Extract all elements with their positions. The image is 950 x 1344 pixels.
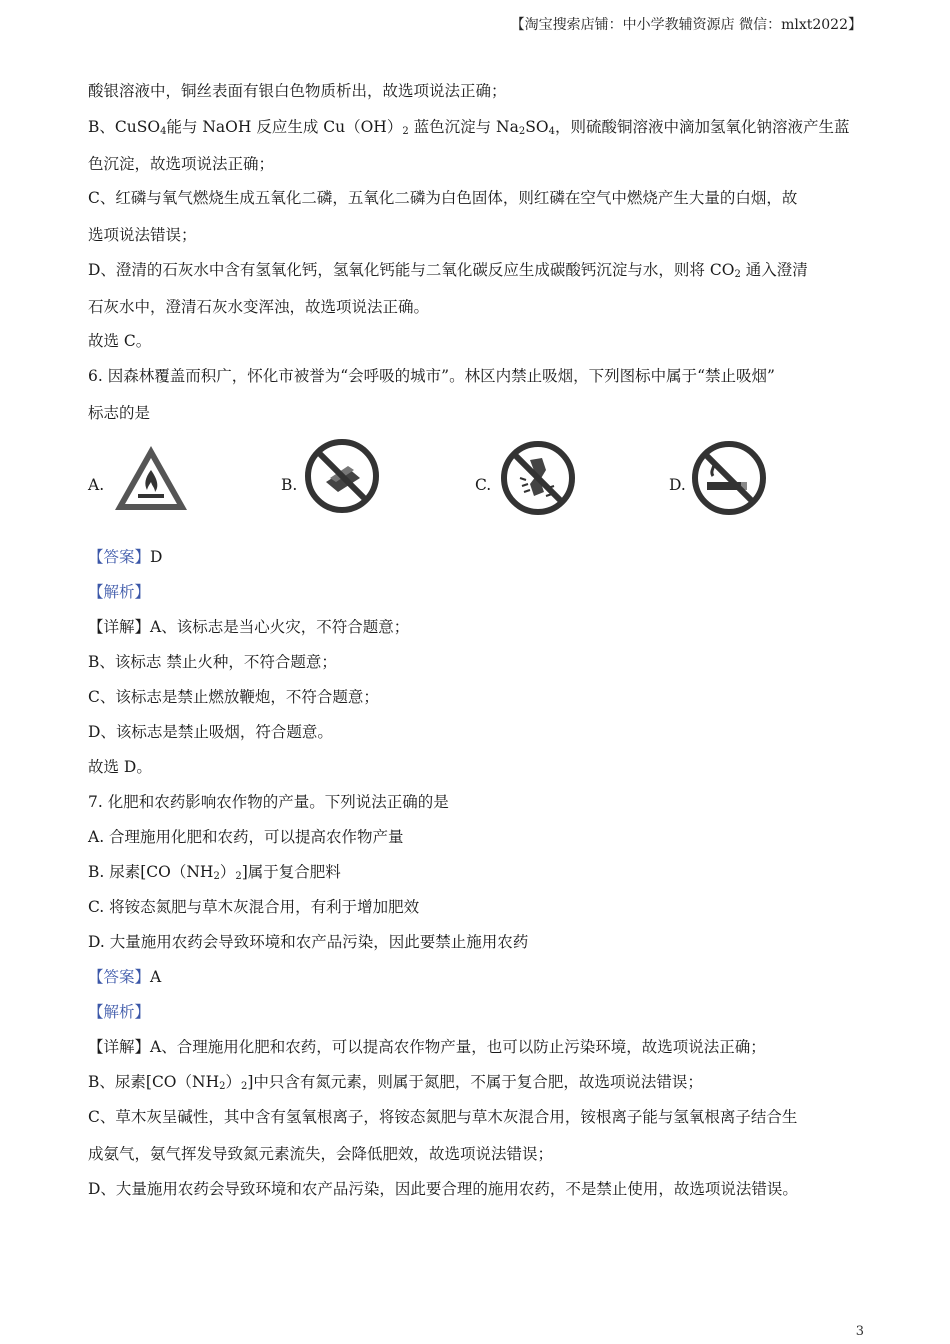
q6-analysis-tag: 【解析】: [88, 583, 151, 601]
q6-stem-line1: 6. 因森林覆盖而积广，怀化市被誉为“会呼吸的城市”。林区内禁止吸烟，下列图标中属于“禁止吸烟”: [88, 367, 775, 385]
q6-detail-b: B、该标志 禁止火种，不符合题意；: [88, 653, 337, 671]
q7-detail-a: 【详解】A、合理施用化肥和农药，可以提高农作物产量，也可以防止污染环境，故选项说法正确；: [88, 1038, 766, 1056]
q7-option-b: B. 尿素$[CO(NH_2)_2]$属于复合肥料: [88, 863, 341, 882]
page-number: 3: [855, 1324, 864, 1339]
q6-option-c-label: C.: [475, 476, 492, 494]
q7-detail-c-line1: C、草木灰呈碱性，其中含有氢氧根离子，将铵态氮肥与草木灰混合用，铵根离子能与氢氧根离子结合生: [88, 1108, 798, 1126]
q7-option-c: C. 将铵态氮肥与草木灰混合用，有利于增加肥效: [88, 898, 420, 916]
q7-answer: 【答案】A: [88, 968, 162, 986]
no-smoking-icon: [691, 440, 767, 516]
no-fire-source-icon: [304, 438, 380, 514]
q5-explain-c-line2: 选项说法错误；: [88, 226, 197, 244]
q5-explain-b-line2: 色沉淀，故选项说法正确；: [88, 155, 275, 173]
q5-conclusion: 故选 C。: [88, 332, 152, 350]
flammable-warning-icon: [112, 442, 190, 514]
q5-explain-b-line1: B、CuSO$_4$能与 NaOH 反应生成 $Cu(OH)_2$ 蓝色沉淀与 $Na_2SO_4$，则硫酸铜溶液中滴加氢氧化钠溶液产生蓝: [88, 118, 850, 137]
q7-detail-b: B、尿素$[CO(NH_2)_2]$中只含有氮元素，则属于氮肥，不属于复合肥，故选项说法错误；: [88, 1073, 703, 1092]
q6-conclusion: 故选 D。: [88, 758, 152, 776]
q5-explain-c-line1: C、红磷与氧气燃烧生成五氧化二磷，五氧化二磷为白色固体，则红磷在空气中燃烧产生大量的白烟，故: [88, 189, 798, 207]
q5-explain-d-line1: D、澄清的石灰水中含有氢氧化钙，氢氧化钙能与二氧化碳反应生成碳酸钙沉淀与水，则将 $CO_2$ 通入澄清: [88, 261, 808, 280]
q6-detail-d: D、该标志是禁止吸烟，符合题意。: [88, 723, 333, 741]
q5-explain-d-line2: 石灰水中，澄清石灰水变浑浊，故选项说法正确。: [88, 298, 430, 316]
q7-option-a: A. 合理施用化肥和农药，可以提高农作物产量: [88, 828, 404, 846]
q6-detail-c: C、该标志是禁止燃放鞭炮，不符合题意；: [88, 688, 379, 706]
no-firecrackers-icon: [500, 440, 576, 516]
q6-stem-line2: 标志的是: [88, 404, 151, 422]
q7-analysis-tag: 【解析】: [88, 1003, 151, 1021]
q7-option-d: D. 大量施用农药会导致环境和农产品污染，因此要禁止施用农药: [88, 933, 529, 951]
q6-option-b-label: B.: [281, 476, 298, 494]
q6-option-a-label: A.: [88, 476, 105, 494]
q7-detail-c-line2: 成氨气，氨气挥发导致氮元素流失，会降低肥效，故选项说法错误；: [88, 1145, 554, 1163]
q6-answer: 【答案】D: [88, 548, 163, 566]
q5-explain-a-tail: 酸银溶液中，铜丝表面有银白色物质析出，故选项说法正确；: [88, 82, 507, 100]
q7-detail-d: D、大量施用农药会导致环境和农产品污染，因此要合理的施用农药，不是禁止使用，故选项说法错误。: [88, 1180, 798, 1198]
q6-option-d-label: D.: [669, 476, 686, 494]
page-header: 【淘宝搜索店铺：中小学教辅资源店 微信：mlxt2022】: [510, 17, 862, 33]
q6-detail-a: 【详解】A、该标志是当心火灾，不符合题意；: [88, 618, 410, 636]
q7-stem: 7. 化肥和农药影响农作物的产量。下列说法正确的是: [88, 793, 449, 811]
